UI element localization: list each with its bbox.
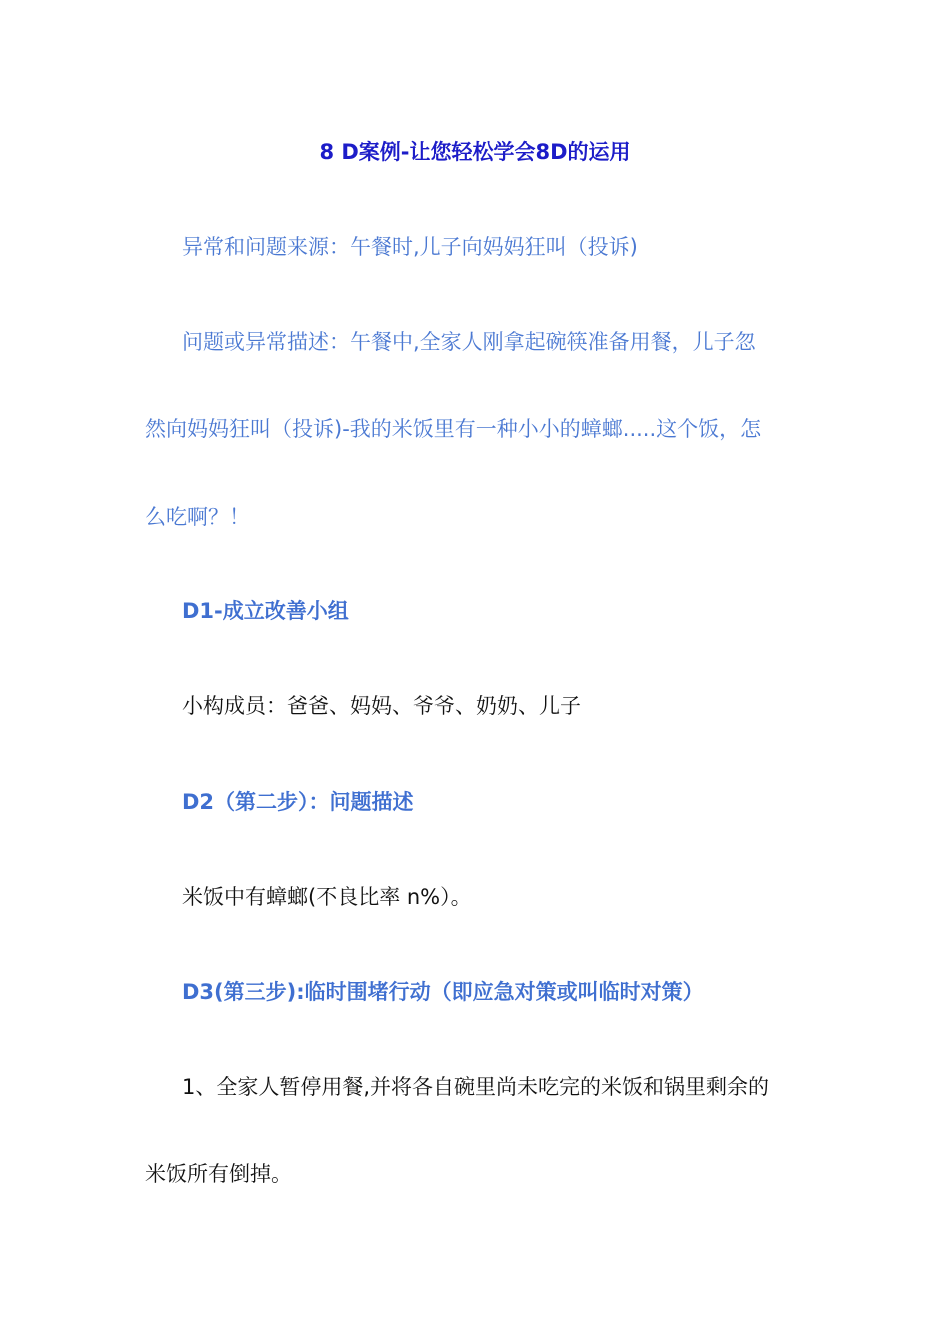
d3-heading: D3(第三步):临时围堵行动（即应急对策或叫临时对策） bbox=[182, 980, 704, 1004]
d3-item-1-line-2: 米饭所有倒掉。 bbox=[145, 1162, 292, 1186]
problem-description-line-2: 然向妈妈狂叫（投诉)-我的米饭里有一种小小的蟑螂.....这个饭，怎 bbox=[145, 417, 762, 441]
document-title: 8 D案例-让您轻松学会8D的运用 bbox=[319, 140, 631, 164]
problem-description-line-3: 么吃啊？！ bbox=[145, 505, 250, 529]
d1-team-members: 小构成员：爸爸、妈妈、爷爷、奶奶、儿子 bbox=[182, 694, 581, 718]
d2-problem-text: 米饭中有蟑螂(不良比率 n%）。 bbox=[182, 885, 472, 909]
d3-item-1-line-1: 1、全家人暂停用餐,并将各自碗里尚未吃完的米饭和锅里剩余的 bbox=[182, 1075, 770, 1099]
problem-description-line-1: 问题或异常描述：午餐中,全家人刚拿起碗筷准备用餐，儿子忽 bbox=[182, 330, 756, 354]
d2-heading: D2（第二步）：问题描述 bbox=[182, 790, 414, 814]
d1-heading: D1-成立改善小组 bbox=[182, 599, 349, 623]
problem-source-line: 异常和问题来源：午餐时,儿子向妈妈狂叫（投诉) bbox=[182, 235, 638, 259]
